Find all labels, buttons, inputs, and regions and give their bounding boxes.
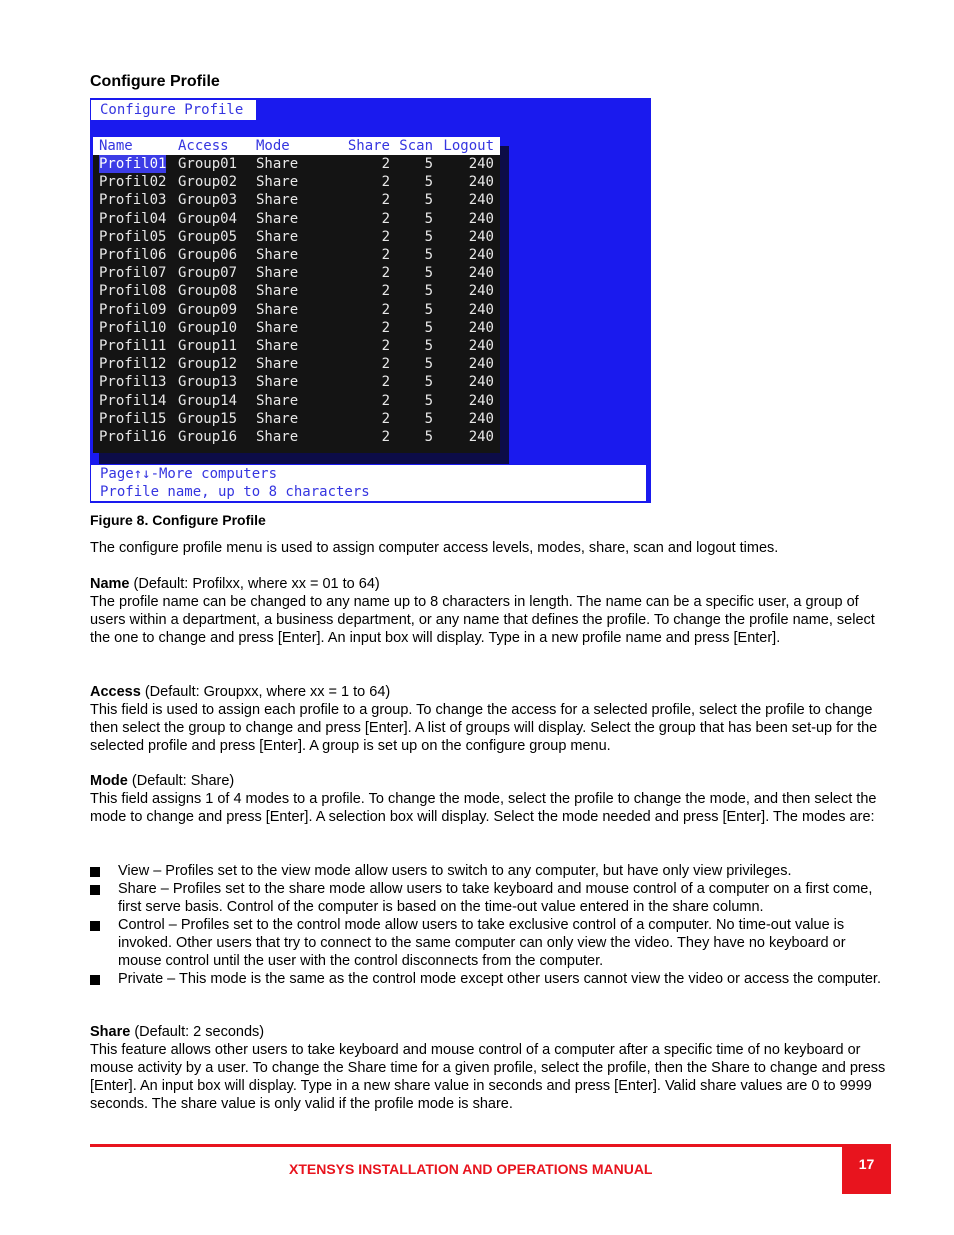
bullet-text: Share – Profiles set to the share mode allow users to take keyboard and mouse control of a computer on a first come, first serve basis. Control of the computer is based on the time-out value entered in the share column.: [118, 881, 873, 915]
osd-status-line-2: Profile name, up to 8 characters: [100, 484, 370, 500]
profile-row[interactable]: [93, 337, 500, 355]
profile-row[interactable]: [93, 319, 500, 337]
profile-cell-name: Profil12: [99, 356, 167, 373]
profile-cell-share: 2: [381, 319, 390, 336]
profile-cell-share: 2: [381, 174, 390, 191]
configure-profile-osd-screenshot: [90, 98, 651, 503]
profile-cell-scan: 5: [424, 247, 433, 263]
name-term: Name: [90, 576, 130, 592]
profile-cell-logout: 240: [468, 410, 494, 427]
profile-cell-name: Profil16: [99, 429, 167, 445]
profile-cell-share: 2: [381, 228, 390, 245]
profile-cell-scan: 5: [424, 156, 433, 172]
profile-cell-share: 2: [381, 283, 390, 300]
profile-cell-access: Group08: [178, 283, 238, 300]
profile-cell-mode: Share: [256, 210, 299, 227]
profile-row[interactable]: [93, 264, 500, 282]
footer-title: XTENSYS INSTALLATION AND OPERATIONS MANUAL: [289, 1161, 653, 1177]
profile-cell-access: Group03: [178, 192, 238, 209]
column-header-share: Share: [347, 138, 390, 154]
name-section-title: [90, 575, 890, 593]
profile-cell-mode: Share: [256, 356, 299, 373]
share-section-body: This feature allows other users to take keyboard and mouse control of a computer after a specific time of no keyboard or mouse activity by a user. To change the Share time for a given profile, select the profile, then the Share to change and press [Enter]. An input box will display. Type in a new share value in seconds and press [Enter]. Valid share values are 0 to 9999 seconds. The share value is only valid if the profile mode is share.: [90, 1042, 886, 1112]
column-header-logout: Logout: [443, 138, 494, 154]
osd-status-line-1: Page↑↓-More computers: [100, 466, 278, 482]
profile-cell-logout: 240: [468, 192, 494, 209]
profile-cell-logout: 240: [468, 319, 494, 336]
profile-cell-share: 2: [381, 338, 390, 354]
figure-caption: Figure 8. Configure Profile: [90, 512, 266, 528]
profile-row[interactable]: [93, 228, 500, 246]
profile-cell-access: Group04: [178, 210, 238, 227]
bullet-square-icon: [90, 867, 100, 877]
profile-cell-logout: 240: [468, 338, 494, 354]
bullet-square-icon: [90, 885, 100, 895]
profile-cell-share: 2: [381, 410, 390, 427]
share-section: [90, 1023, 890, 1113]
profile-row[interactable]: [93, 410, 500, 428]
profile-cell-mode: Share: [256, 228, 299, 245]
access-section-body: This field is used to assign each profile to a group. To change the access for a selected profile, select the profile to change then select the group to change and press [Enter]. A list of groups will display. Select the group that has been set-up for the selected profile and press [Enter]. A group is set up on the configure group menu.: [90, 702, 878, 754]
profile-cell-name: Profil07: [99, 265, 167, 282]
share-term: Share: [90, 1024, 131, 1040]
profile-cell-scan: 5: [424, 192, 433, 209]
profile-cell-mode: Share: [256, 319, 299, 336]
profile-cell-share: 2: [381, 247, 390, 263]
profile-row[interactable]: [93, 282, 500, 300]
access-term: Access: [90, 684, 141, 700]
profile-cell-mode: Share: [256, 247, 299, 263]
bullet-square-icon: [90, 921, 100, 931]
profile-cell-share: 2: [381, 356, 390, 373]
profile-cell-mode: Share: [256, 265, 299, 282]
profile-cell-share: 2: [381, 265, 390, 282]
mode-section-body: This field assigns 1 of 4 modes to a profile. To change the mode, select the profile to change the mode, and then select the mode to change and press [Enter]. A selection box will display. Select the mode needed and press [Enter]. The modes are:: [90, 791, 877, 825]
profile-cell-share: 2: [381, 192, 390, 209]
profile-cell-name: Profil06: [99, 247, 167, 263]
profile-cell-logout: 240: [468, 228, 494, 245]
profile-cell-scan: 5: [424, 338, 433, 354]
profile-cell-scan: 5: [424, 265, 433, 282]
profile-cell-access: Group12: [178, 356, 238, 373]
profile-row[interactable]: [93, 301, 500, 319]
bullet-square-icon: [90, 975, 100, 985]
profile-cell-mode: Share: [256, 429, 299, 445]
profile-cell-share: 2: [381, 210, 390, 227]
profile-cell-access: Group10: [178, 319, 238, 336]
column-header-scan: Scan: [399, 138, 433, 154]
profile-cell-name: Profil09: [99, 301, 167, 318]
page-number-box: [842, 1144, 891, 1194]
profile-row[interactable]: [93, 373, 500, 391]
profile-cell-access: Group13: [178, 374, 238, 391]
profile-table-header: [93, 137, 500, 155]
profile-cell-logout: 240: [468, 174, 494, 191]
profile-cell-mode: Share: [256, 174, 299, 191]
profile-cell-name: Profil08: [99, 283, 167, 300]
profile-cell-scan: 5: [424, 174, 433, 191]
profile-cell-logout: 240: [468, 374, 494, 391]
profile-cell-name: Profil05: [99, 228, 167, 245]
profile-cell-scan: 5: [424, 228, 433, 245]
profile-cell-scan: 5: [424, 210, 433, 227]
profile-cell-logout: 240: [468, 156, 494, 172]
profile-cell-scan: 5: [424, 301, 433, 318]
profile-row[interactable]: [93, 355, 500, 373]
profile-table: [93, 137, 500, 453]
profile-cell-access: Group06: [178, 247, 238, 263]
intro-paragraph: The configure profile menu is used to assign computer access levels, modes, share, scan and logout times.: [90, 540, 779, 556]
profile-cell-name: Profil14: [99, 392, 167, 409]
profile-cell-mode: Share: [256, 392, 299, 409]
profile-cell-logout: 240: [468, 392, 494, 409]
osd-status-bar: [91, 465, 646, 501]
share-section-title: [90, 1023, 890, 1041]
column-header-access: Access: [178, 138, 229, 154]
profile-cell-scan: 5: [424, 410, 433, 427]
profile-cell-name: Profil10: [99, 319, 167, 336]
profile-cell-access: Group09: [178, 301, 238, 318]
profile-row[interactable]: [93, 428, 500, 446]
profile-cell-scan: 5: [424, 392, 433, 409]
mode-section: [90, 772, 890, 826]
profile-cell-logout: 240: [468, 247, 494, 263]
profile-cell-share: 2: [381, 392, 390, 409]
page-number: 17: [858, 1156, 875, 1172]
profile-cell-mode: Share: [256, 410, 299, 427]
mode-section-title: [90, 772, 890, 790]
profile-cell-mode: Share: [256, 301, 299, 318]
section-heading: Configure Profile: [90, 73, 220, 90]
profile-cell-logout: 240: [468, 301, 494, 318]
profile-cell-logout: 240: [468, 429, 494, 445]
mode-default: (Default: Share): [127, 773, 235, 789]
profile-cell-access: Group01: [178, 156, 238, 172]
bullet-text: Private – This mode is the same as the control mode except other users cannot view the video or access the computer.: [118, 971, 881, 987]
bullet-text: View – Profiles set to the view mode allow users to switch to any computer, but have only view privileges.: [118, 863, 792, 879]
profile-row[interactable]: [93, 392, 500, 410]
profile-cell-access: Group11: [178, 338, 238, 354]
profile-cell-scan: 5: [424, 374, 433, 391]
profile-cell-mode: Share: [256, 374, 299, 391]
profile-cell-share: 2: [381, 301, 390, 318]
profile-cell-name: Profil04: [99, 210, 167, 227]
profile-cell-mode: Share: [256, 156, 299, 172]
profile-cell-mode: Share: [256, 338, 299, 354]
profile-cell-mode: Share: [256, 283, 299, 300]
column-header-name: Name: [99, 138, 133, 154]
profile-cell-scan: 5: [424, 429, 433, 445]
profile-row[interactable]: [93, 246, 500, 264]
profile-cell-name: Profil15: [99, 410, 167, 427]
mode-term: Mode: [90, 773, 128, 789]
profile-cell-access: Group14: [178, 392, 238, 409]
access-section-title: [90, 683, 890, 701]
profile-cell-name: Profil03: [99, 192, 167, 209]
profile-cell-share: 2: [381, 156, 390, 172]
profile-cell-access: Group05: [178, 228, 238, 245]
name-default: (Default: Profilxx, where xx = 01 to 64): [129, 576, 380, 592]
profile-cell-logout: 240: [468, 265, 494, 282]
share-default: (Default: 2 seconds): [130, 1024, 265, 1040]
profile-cell-name: Profil02: [99, 174, 167, 191]
profile-row[interactable]: [93, 155, 500, 173]
profile-cell-scan: 5: [424, 319, 433, 336]
name-section-body: The profile name can be changed to any name up to 8 characters in length. The name can be a specific user, a group of users within a department, a business department, or any name that defines the profile. To change the profile name, select the one to change and press [Enter]. An input box will display. Type in a new profile name and press [Enter].: [90, 594, 875, 646]
profile-cell-logout: 240: [468, 283, 494, 300]
bullet-text: Control – Profiles set to the control mode allow users to take exclusive control of a computer. No time-out value is invoked. Other users that try to connect to the same computer can only view the video. They have no keyboard or mouse control until the user with the control disconnects from the computer.: [118, 917, 846, 969]
profile-cell-name: Profil11: [99, 338, 167, 354]
profile-cell-name: Profil13: [99, 374, 167, 391]
profile-cell-scan: 5: [424, 283, 433, 300]
profile-cell-access: Group15: [178, 410, 238, 427]
access-default: (Default: Groupxx, where xx = 1 to 64): [140, 684, 391, 700]
osd-title: Configure Profile: [91, 100, 256, 120]
name-section: [90, 575, 890, 647]
footer-rule: [90, 1144, 842, 1147]
profile-cell-share: 2: [381, 429, 390, 445]
profile-cell-access: Group02: [178, 174, 238, 191]
profile-cell-logout: 240: [468, 210, 494, 227]
profile-cell-share: 2: [381, 374, 390, 391]
profile-row[interactable]: [93, 210, 500, 228]
profile-cell-access: Group07: [178, 265, 238, 282]
column-header-mode: Mode: [256, 138, 290, 154]
profile-cell-logout: 240: [468, 356, 494, 373]
profile-row[interactable]: [93, 191, 500, 209]
profile-cell-scan: 5: [424, 356, 433, 373]
profile-cell-access: Group16: [178, 429, 238, 445]
access-section: [90, 683, 890, 755]
profile-cell-name: Profil01: [99, 156, 167, 172]
profile-cell-mode: Share: [256, 192, 299, 209]
profile-row[interactable]: [93, 173, 500, 191]
